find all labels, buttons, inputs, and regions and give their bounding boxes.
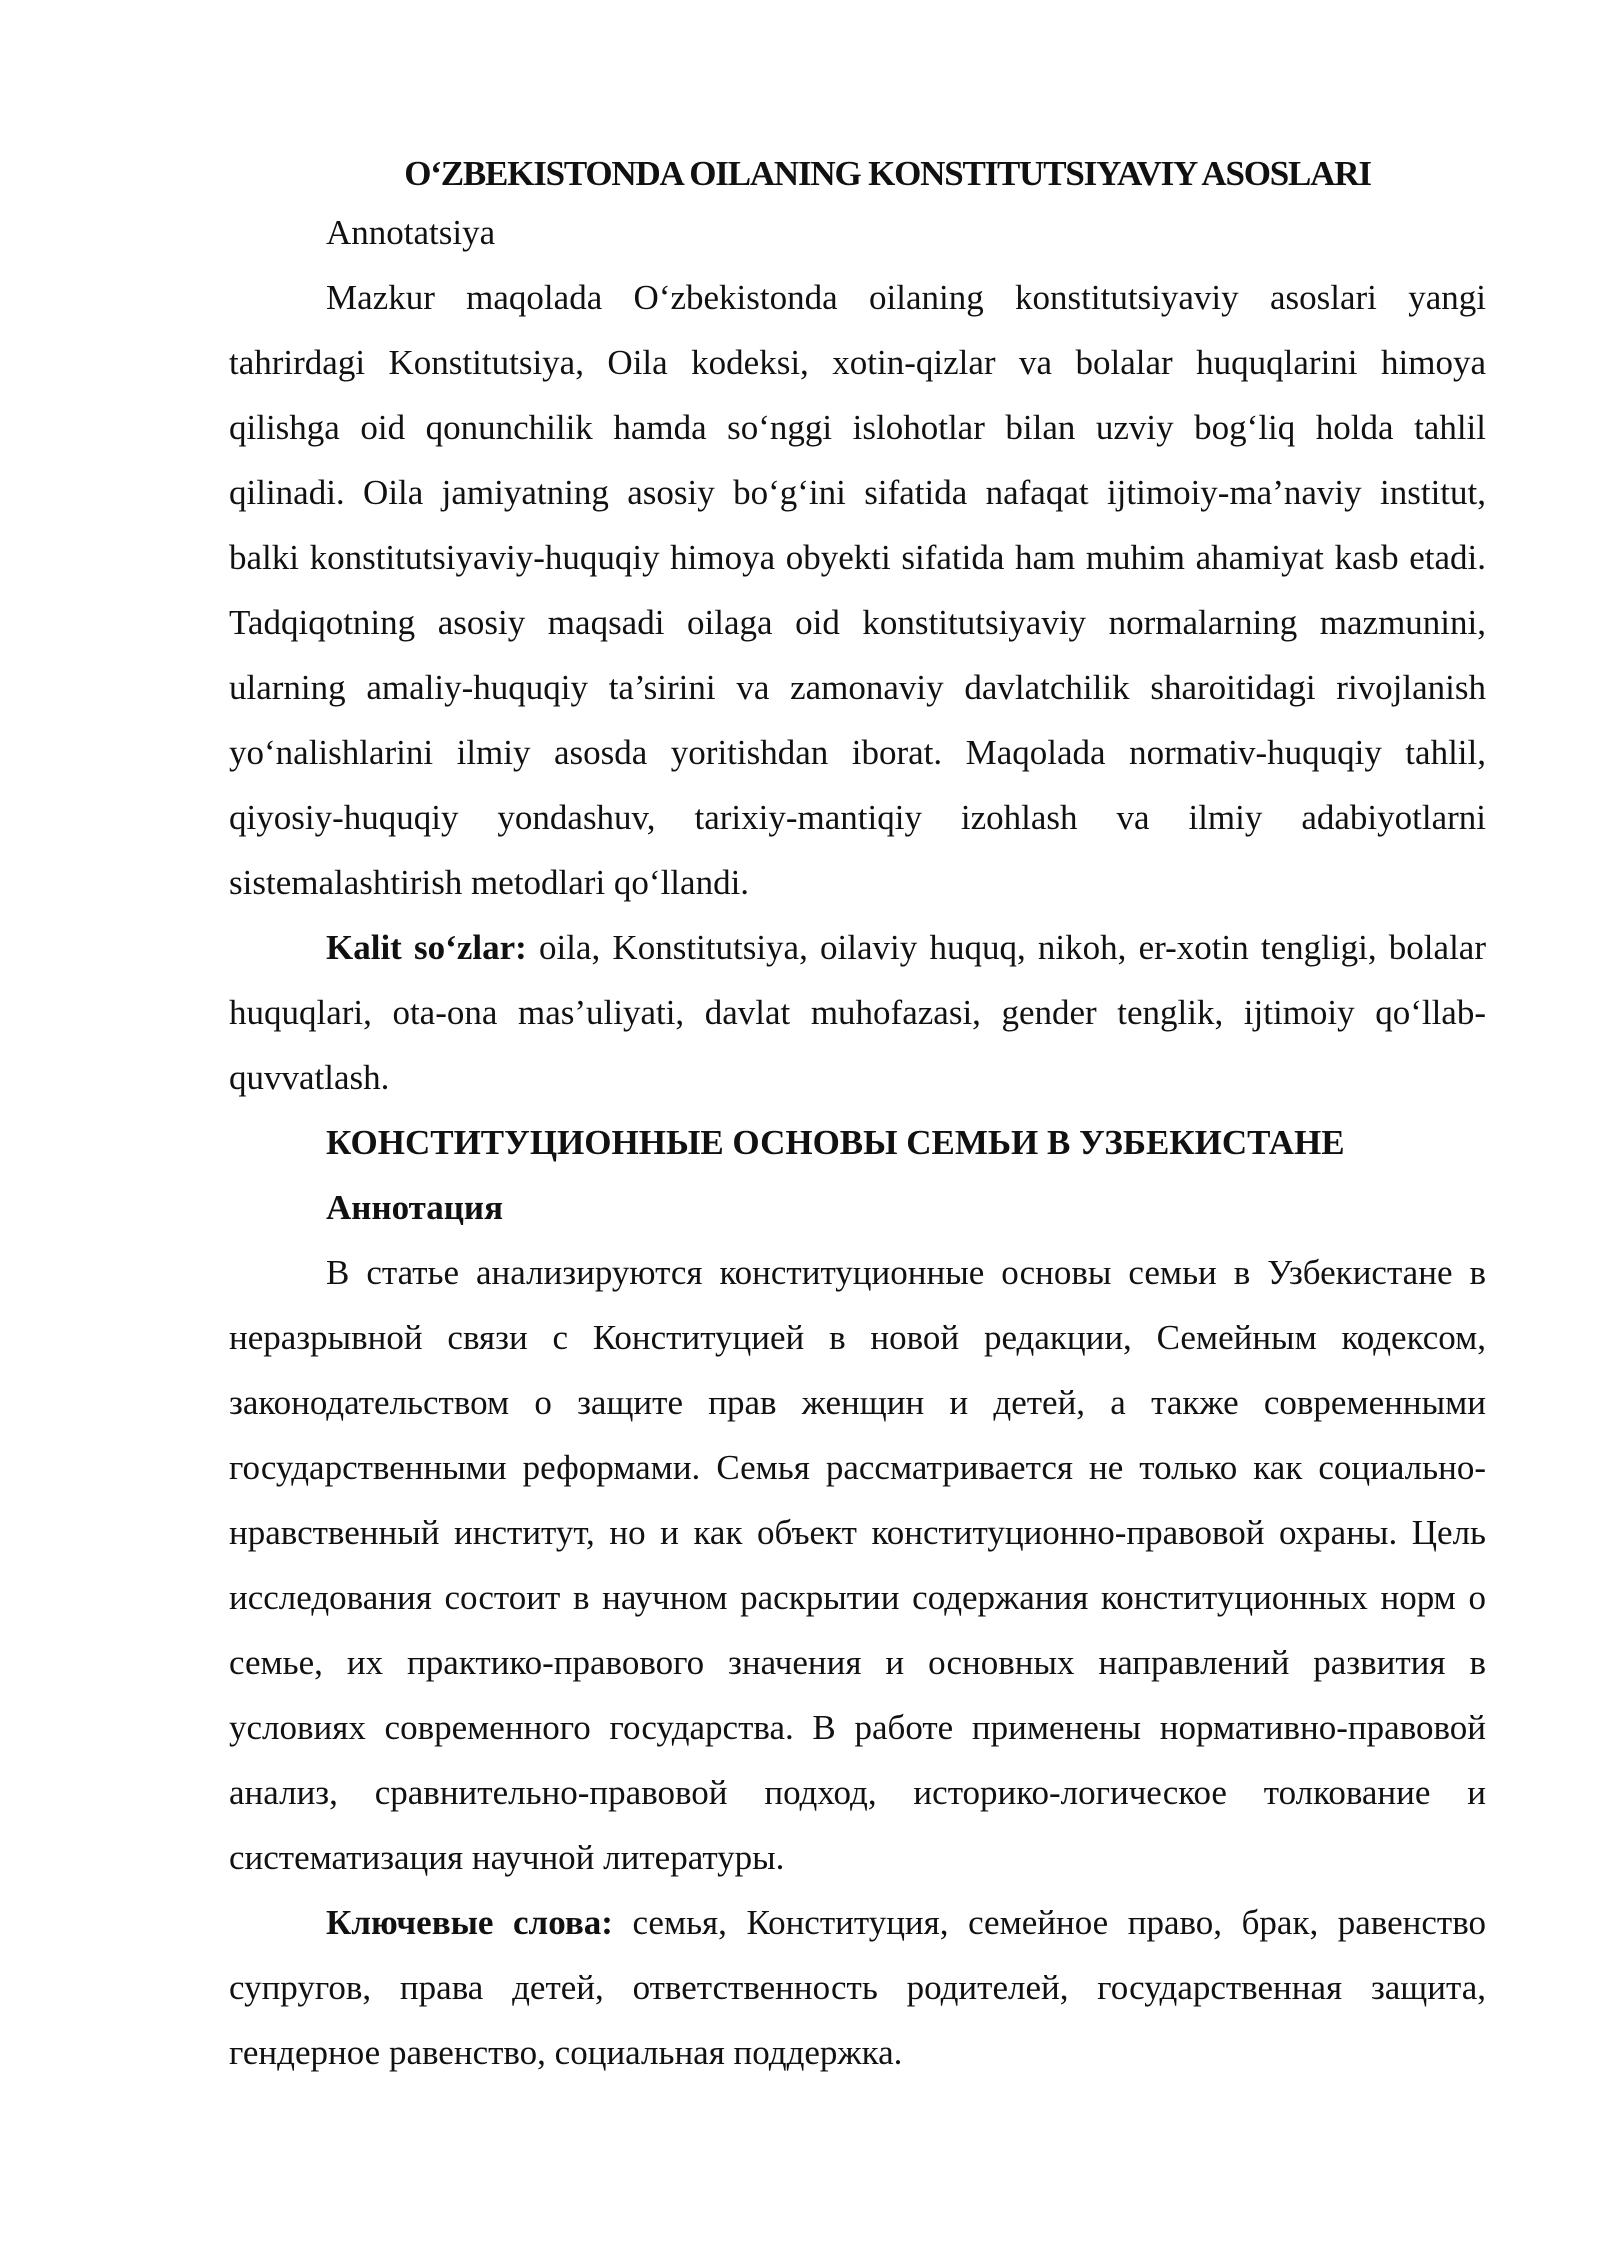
uz-keywords: [229, 915, 1486, 1110]
ru-keywords-text: семья, Конституция, семейное право, брак, равенство супругов, права детей, ответственность родителей, государственная защита, гендерное равенство, социальная поддержка.: [229, 1903, 1486, 2072]
uz-keywords-label: Kalit so‘zlar:: [326, 928, 527, 967]
ru-keywords-label: Ключевые слова:: [326, 1903, 613, 1942]
ru-annotation-text: В статье анализируются конституционные основы семьи в Узбекистане в неразрывной связи с Конституцией в новой редакции, Семейным кодексом, законодательством о защите прав женщин и детей, а также современными государственными реформами. Семья рассматривается не только как социально-нравственный институт, но и как объект конституционно-правовой охраны. Цель исследования состоит в научном раскрытии содержания конституционных норм о семье, их практико-правового значения и основных направлений развития в условиях современного государства. В работе применены нормативно-правовой анализ, сравнительно-правовой подход, историко-логическое толкование и систематизация научной литературы.: [229, 1253, 1486, 1877]
ru-annotation-heading: Аннотация: [326, 1188, 504, 1227]
uz-keywords-text: oila, Konstitutsiya, oilaviy huquq, nikoh, er-xotin tengligi, bolalar huquqlari, ota-ona mas’uliyati, davlat muhofazasi, gender tenglik, ijtimoiy qo‘llab-quvvatlash.: [229, 928, 1486, 1097]
uz-annotation-text: Mazkur maqolada O‘zbekistonda oilaning konstitutsiyaviy asoslari yangi tahrirdagi Konstitutsiya, Oila kodeksi, xotin-qizlar va bolalar huquqlarini himoya qilishga oid qonunchilik hamda so‘nggi islohotlar bilan uzviy bog‘liq holda tahlil qilinadi. Oila jamiyatning asosiy bo‘g‘ini sifatida nafaqat ijtimoiy-ma’naviy institut, balki konstitutsiyaviy-huquqiy himoya obyekti sifatida ham muhim ahamiyat kasb etadi. Tadqiqotning asosiy maqsadi oilaga oid konstitutsiyaviy normalarning mazmunini, ularning amaliy-huquqiy ta’sirini va zamonaviy davlatchilik sharoitidagi rivojlanish yo‘nalishlarini ilmiy asosda yoritishdan iborat. Maqolada normativ-huquqiy tahlil, qiyosiy-huquqiy yondashuv, tarixiy-mantiqiy izohlash va ilmiy adabiyotlarni sistemalashtirish metodlari qo‘llandi.: [229, 278, 1486, 902]
document-page: [229, 148, 1486, 2085]
uz-annotation-heading: Annotatsiya: [326, 213, 496, 252]
ru-article-title: КОНСТИТУЦИОННЫЕ ОСНОВЫ СЕМЬИ В УЗБЕКИСТАНЕ: [326, 1123, 1345, 1162]
uz-article-title: O‘ZBEKISTONDA OILANING KONSTITUTSIYAVIY ASOSLARI: [404, 154, 1371, 193]
ru-keywords: [229, 1890, 1486, 2085]
